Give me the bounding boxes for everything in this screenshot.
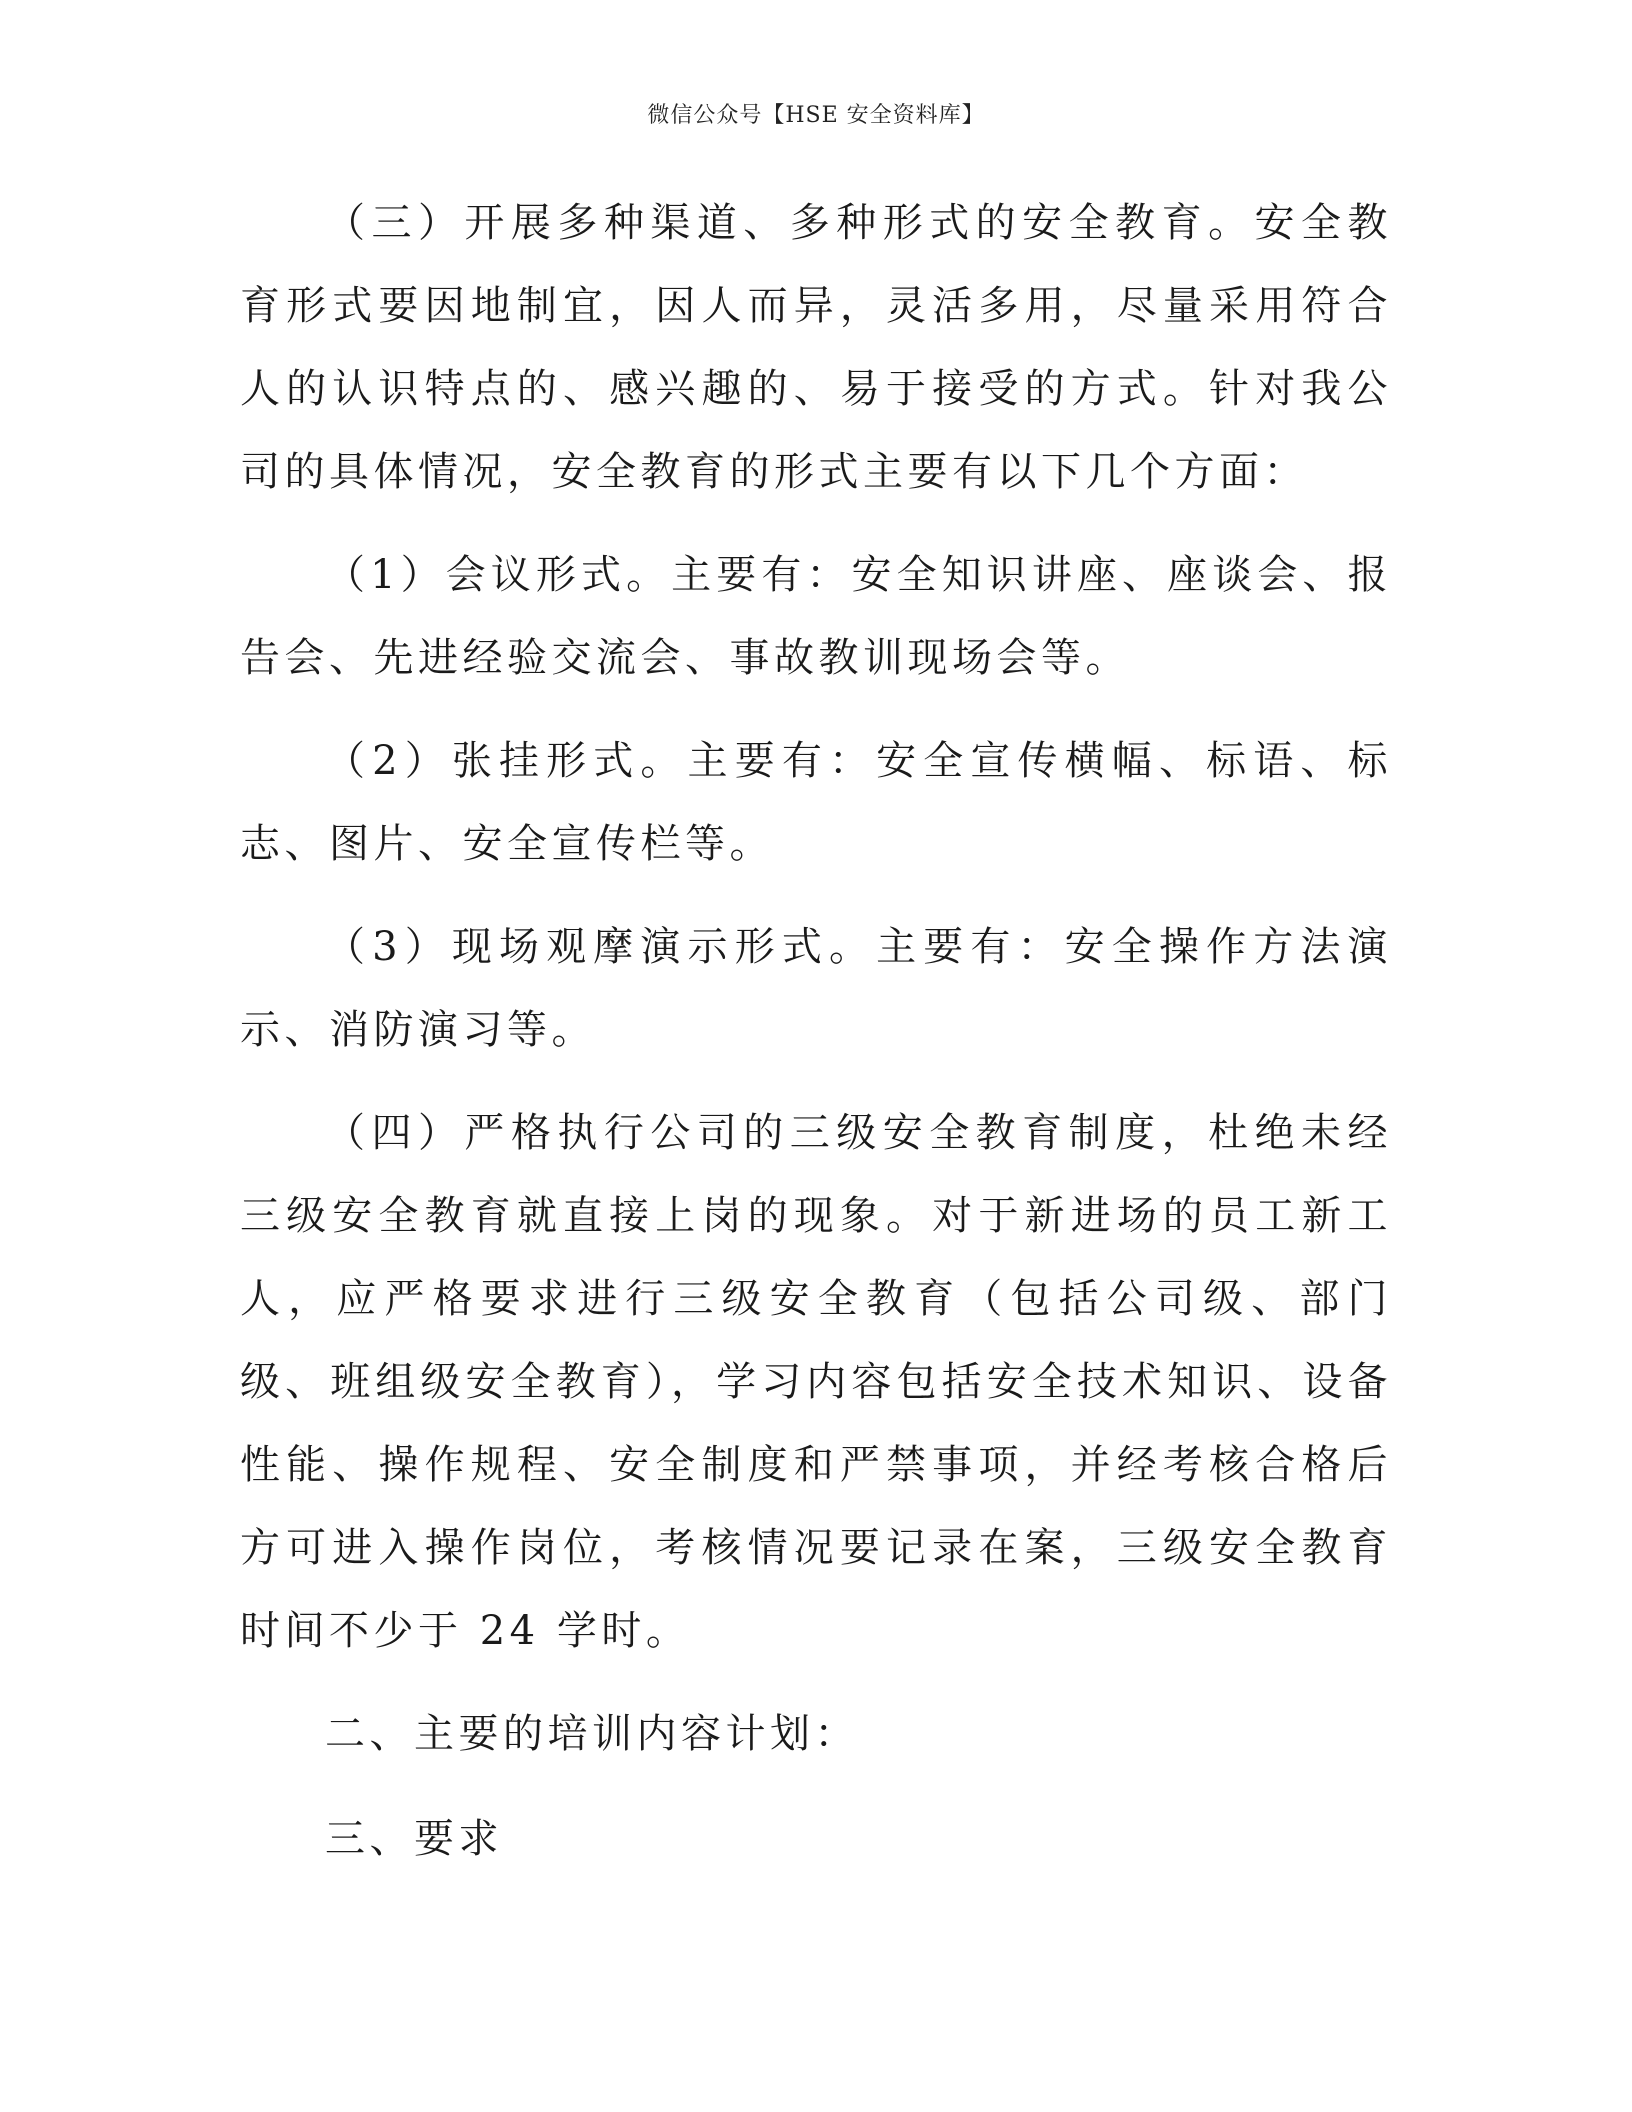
paragraph-education-forms: （三）开展多种渠道、多种形式的安全教育。安全教育形式要因地制宜，因人而异，灵活多用，尽量采用符合人的认识特点的、感兴趣的、易于接受的方式。针对我公司的具体情况，安全教育的形式主要有以下几个方面： [240, 200, 1392, 495]
paragraph-posting-form: （2）张挂形式。主要有：安全宣传横幅、标语、标志、图片、安全宣传栏等。 [240, 738, 1392, 867]
section-heading-training-plan: 二、主要的培训内容计划： [325, 1711, 859, 1757]
document-body [240, 182, 1392, 1903]
paragraph-demonstration-form: （3）现场观摩演示形式。主要有：安全操作方法演示、消防演习等。 [240, 924, 1392, 1053]
paragraph-three-level-education: （四）严格执行公司的三级安全教育制度，杜绝未经三级安全教育就直接上岗的现象。对于新进场的员工新工人，应严格要求进行三级安全教育（包括公司级、部门级、班组级安全教育），学习内容包括安全技术知识、设备性能、操作规程、安全制度和严禁事项，并经考核合格后方可进入操作岗位，考核情况要记录在案，三级安全教育时间不少于 24 学时。 [240, 1110, 1392, 1654]
section-heading-requirements: 三、要求 [325, 1816, 503, 1862]
page-header: 微信公众号【HSE 安全资料库】 [647, 103, 985, 128]
paragraph-meeting-form: （1）会议形式。主要有：安全知识讲座、座谈会、报告会、先进经验交流会、事故教训现场会等。 [240, 552, 1392, 681]
